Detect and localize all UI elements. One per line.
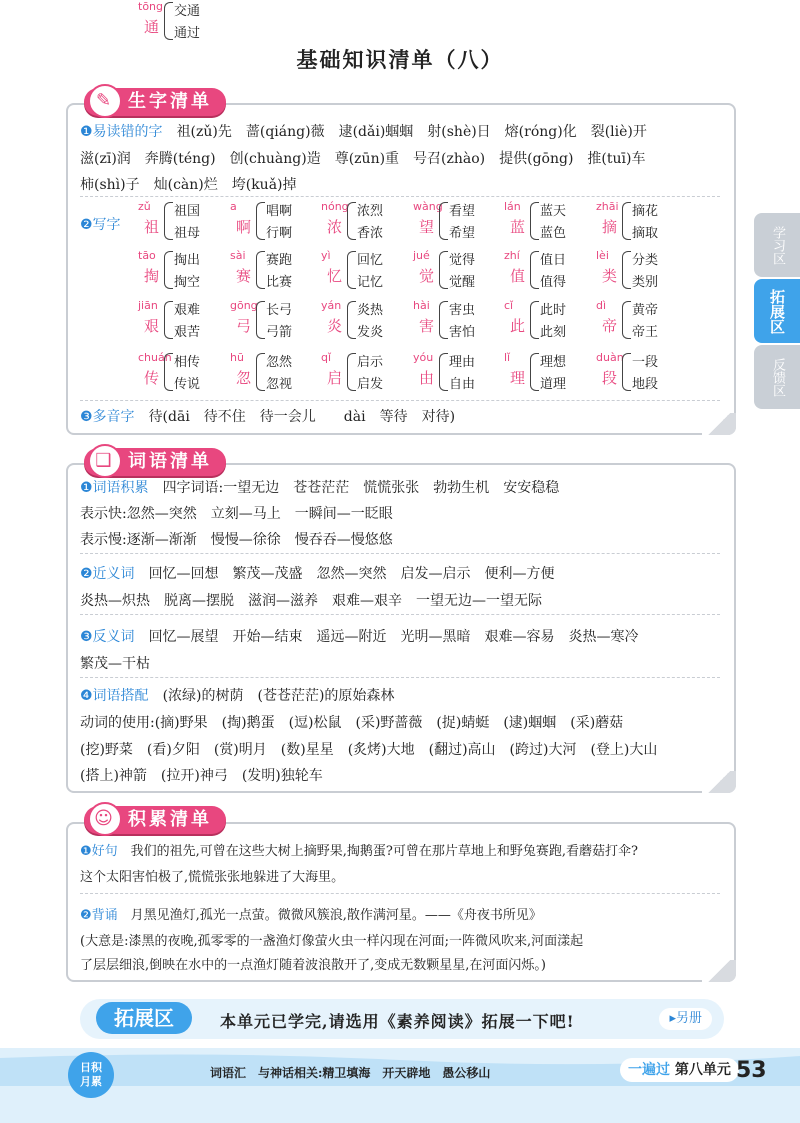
write-char-2 <box>321 200 416 242</box>
brace <box>439 202 448 240</box>
easy-read-line-3: 柿(shì)子 灿(càn)烂 垮(kuǎ)掉 <box>80 177 297 193</box>
recite-line-2: (大意是:漆黑的夜晚,孤零零的一盏渔灯像萤火虫一样闪现在河面;一阵微风吹来,河面漾起 <box>80 934 584 949</box>
character: 忆 <box>327 267 343 285</box>
write-char-13 <box>230 299 325 341</box>
word: 长弓 <box>266 303 293 318</box>
pinyin: zhāi <box>596 200 619 213</box>
write-char-14 <box>321 299 416 341</box>
pinyin: cǐ <box>504 299 514 312</box>
word: 蓝色 <box>540 226 567 241</box>
synonym-line-2: 炎热—炽热 脱离—摆脱 滋润—滋养 艰难—艰辛 一望无边—一望无际 <box>80 593 542 609</box>
word: 交通 <box>174 4 201 19</box>
page-curl <box>702 413 736 435</box>
word: 祖母 <box>174 226 201 241</box>
pinyin: chuán <box>138 351 172 364</box>
character: 浓 <box>327 218 343 236</box>
pinyin: tāo <box>138 249 156 262</box>
pinyin: duàn <box>596 351 624 364</box>
brace <box>347 202 356 240</box>
character: 觉 <box>419 267 435 285</box>
easy-read-line-2: 滋(zī)润 奔腾(téng) 创(chuàng)造 尊(zūn)重 号召(zhào) 提供(gōng) 推(tuī)车 <box>80 151 646 167</box>
brace <box>622 251 631 289</box>
word: 忽视 <box>266 377 293 392</box>
word: 赛跑 <box>266 253 293 268</box>
word: 香浓 <box>357 226 384 241</box>
brace <box>256 353 265 391</box>
word: 记忆 <box>357 275 384 290</box>
write-char-9 <box>413 249 508 291</box>
word: 唱啊 <box>266 204 293 219</box>
synonym-line-1: ❷近义词 回忆—回想 繁茂—茂盛 忽然—突然 启发—启示 便利—方便 <box>80 566 555 582</box>
extension-banner <box>80 999 724 1039</box>
character: 炎 <box>327 317 343 335</box>
write-label: ❷写字 <box>80 217 121 233</box>
banner-label: 拓展区 <box>96 1002 192 1034</box>
pinyin: gōng <box>230 299 258 312</box>
word: 觉醒 <box>449 275 476 290</box>
character: 忽 <box>236 369 252 387</box>
separate-book-button[interactable]: ▸另册 <box>659 1008 712 1030</box>
pinyin: hài <box>413 299 430 312</box>
character: 此 <box>510 317 526 335</box>
antonym-line-2: 繁茂—干枯 <box>80 656 150 672</box>
word: 值日 <box>540 253 567 268</box>
pinyin: yán <box>321 299 342 312</box>
word: 发炎 <box>357 325 384 340</box>
page-title: 基础知识清单（八） <box>296 48 504 72</box>
collocation-line-2: 动词的使用:(摘)野果 (掏)鹅蛋 (逗)松鼠 (采)野蔷薇 (捉)蜻蜓 (逮)蝈蝈 (采)蘑菇 <box>80 715 624 731</box>
page-number: 53 <box>736 1058 767 1083</box>
write-char-1 <box>230 200 325 242</box>
word: 艰难 <box>174 303 201 318</box>
footer-vocabulary: 词语汇 与神话相关:精卫填海 开天辟地 愚公移山 <box>210 1066 491 1080</box>
word: 类别 <box>632 275 659 290</box>
word: 此刻 <box>540 325 567 340</box>
brace <box>164 251 173 289</box>
pencil-icon: ✎ <box>88 84 122 118</box>
easy-read-line-1: ❶易读错的字 祖(zǔ)先 蔷(qiáng)薇 逮(dǎi)蝈蝈 射(shè)日 熔(róng)化 裂(liè)开 <box>80 124 647 140</box>
divider <box>80 196 720 197</box>
character: 由 <box>419 369 435 387</box>
recite-line-1: ❷背诵 月黑见渔灯,孤光一点萤。微微风簇浪,散作满河星。——《舟夜书所见》 <box>80 908 542 923</box>
write-char-15 <box>413 299 508 341</box>
word: 觉得 <box>449 253 476 268</box>
character: 掏 <box>144 267 160 285</box>
word: 值得 <box>540 275 567 290</box>
word: 黄帝 <box>632 303 659 318</box>
section-badge-words: ❑ 词语清单 <box>84 448 226 476</box>
write-char-7 <box>230 249 325 291</box>
pinyin: qǐ <box>321 351 332 364</box>
word: 害虫 <box>449 303 476 318</box>
pinyin: lǐ <box>504 351 511 364</box>
pinyin: tōng <box>138 0 163 13</box>
word: 此时 <box>540 303 567 318</box>
tab-study[interactable]: 学习区 <box>754 213 800 277</box>
character: 啊 <box>236 218 252 236</box>
book-icon: ❑ <box>88 444 122 478</box>
word: 行啊 <box>266 226 293 241</box>
brace <box>622 301 631 339</box>
write-char-23 <box>596 351 691 393</box>
brace <box>164 202 173 240</box>
write-char-10 <box>504 249 599 291</box>
word: 比赛 <box>266 275 293 290</box>
tab-feedback[interactable]: 反馈区 <box>754 345 800 409</box>
word: 浓烈 <box>357 204 384 219</box>
write-char-11 <box>596 249 691 291</box>
brace <box>256 202 265 240</box>
pinyin: zhí <box>504 249 520 262</box>
good-sentence-line-2: 这个太阳害怕极了,慌慌张张地躲进了大海里。 <box>80 870 345 885</box>
character: 摘 <box>602 218 618 236</box>
footer <box>0 1048 800 1123</box>
word: 看望 <box>449 204 476 219</box>
brace <box>439 251 448 289</box>
word: 蓝天 <box>540 204 567 219</box>
brace <box>439 301 448 339</box>
word: 希望 <box>449 226 476 241</box>
brace <box>347 251 356 289</box>
character: 传 <box>144 369 160 387</box>
write-char-0 <box>138 200 233 242</box>
brace <box>164 353 173 391</box>
pinyin: wàng <box>413 200 443 213</box>
word: 祖国 <box>174 204 201 219</box>
word: 帝王 <box>632 325 659 340</box>
brace <box>530 353 539 391</box>
write-char-12 <box>138 299 233 341</box>
write-char-20 <box>321 351 416 393</box>
brace <box>530 202 539 240</box>
word: 自由 <box>449 377 476 392</box>
word: 相传 <box>174 355 201 370</box>
write-char-3 <box>413 200 508 242</box>
write-char-6 <box>138 249 233 291</box>
character: 帝 <box>602 317 618 335</box>
write-char-4 <box>504 200 599 242</box>
word: 启发 <box>357 377 384 392</box>
brace <box>164 2 173 40</box>
word: 理由 <box>449 355 476 370</box>
word: 艰苦 <box>174 325 201 340</box>
word: 摘取 <box>632 226 659 241</box>
brace <box>347 353 356 391</box>
write-char-19 <box>230 351 325 393</box>
write-char-5 <box>596 200 691 242</box>
page-curl <box>702 771 736 793</box>
collocation-line-3: (挖)野菜 (看)夕阳 (赏)明月 (数)星星 (炙烤)大地 (翻过)高山 (跨过)大河 (登上)大山 <box>80 742 658 758</box>
divider <box>80 677 720 678</box>
word: 摘花 <box>632 204 659 219</box>
character: 值 <box>510 267 526 285</box>
polyphone-line: ❸多音字 待(dāi 待不住 待一会儿 dài 等待 对待) <box>80 409 456 425</box>
word: 害怕 <box>449 325 476 340</box>
pinyin: zǔ <box>138 200 151 213</box>
character: 理 <box>510 369 526 387</box>
pinyin: lán <box>504 200 521 213</box>
page-curl <box>702 960 736 982</box>
word: 通过 <box>174 26 201 41</box>
character: 艰 <box>144 317 160 335</box>
daily-accumulation-logo: 日积 月累 <box>68 1052 114 1098</box>
collocation-line-4: (搭上)神箭 (拉开)神弓 (发明)独轮车 <box>80 768 323 784</box>
pinyin: jiān <box>138 299 158 312</box>
word: 道理 <box>540 377 567 392</box>
divider <box>80 614 720 615</box>
divider <box>80 893 720 894</box>
word: 启示 <box>357 355 384 370</box>
section-badge-new-chars: ✎ 生字清单 <box>84 88 226 116</box>
pinyin: lèi <box>596 249 609 262</box>
write-char-24 <box>138 0 233 42</box>
word: 分类 <box>632 253 659 268</box>
brace <box>530 251 539 289</box>
brace <box>347 301 356 339</box>
character: 祖 <box>144 218 160 236</box>
section-badge-accumulate: ☺ 积累清单 <box>84 806 226 834</box>
word: 地段 <box>632 377 659 392</box>
write-char-22 <box>504 351 599 393</box>
tab-extend[interactable]: 拓展区 <box>754 279 800 343</box>
write-char-8 <box>321 249 416 291</box>
word: 一段 <box>632 355 659 370</box>
word: 弓箭 <box>266 325 293 340</box>
recite-line-3: 了层层细浪,倒映在水中的一点渔灯随着波浪散开了,变成无数颗星星,在河面闪烁。) <box>80 958 546 973</box>
word: 传说 <box>174 377 201 392</box>
pinyin: sài <box>230 249 246 262</box>
character: 通 <box>144 18 160 36</box>
word: 掏出 <box>174 253 201 268</box>
collocation-line-1: ❹词语搭配 (浓绿)的树荫 (苍苍茫茫)的原始森林 <box>80 688 395 704</box>
divider <box>80 400 720 401</box>
brace <box>439 353 448 391</box>
character: 启 <box>327 369 343 387</box>
character: 望 <box>419 218 435 236</box>
write-char-18 <box>138 351 233 393</box>
pinyin: jué <box>413 249 430 262</box>
banner-text: 本单元已学完,请选用《素养阅读》拓展一下吧! <box>220 1012 575 1031</box>
word-acc-line-2: 表示快:忽然—突然 立刻—马上 一瞬间—一眨眼 <box>80 506 393 522</box>
side-tabs <box>754 213 800 411</box>
word-acc-line-3: 表示慢:逐渐—渐渐 慢慢—徐徐 慢吞吞—慢悠悠 <box>80 532 393 548</box>
write-char-21 <box>413 351 511 393</box>
character: 蓝 <box>510 218 526 236</box>
pinyin: dì <box>596 299 607 312</box>
pinyin: yì <box>321 249 331 262</box>
pinyin: yóu <box>413 351 434 364</box>
unit-label: 一遍过 第八单元 <box>620 1058 739 1082</box>
smile-icon: ☺ <box>88 802 122 836</box>
good-sentence-line-1: ❶好句 我们的祖先,可曾在这些大树上摘野果,掏鹅蛋?可曾在那片草地上和野兔赛跑,看蘑菇打伞? <box>80 844 639 859</box>
brace <box>164 301 173 339</box>
character: 段 <box>602 369 618 387</box>
divider <box>80 553 720 554</box>
word: 回忆 <box>357 253 384 268</box>
word: 炎热 <box>357 303 384 318</box>
character: 害 <box>419 317 435 335</box>
pinyin: hū <box>230 351 244 364</box>
brace <box>256 251 265 289</box>
antonym-line-1: ❸反义词 回忆—展望 开始—结束 遥远—附近 光明—黑暗 艰难—容易 炎热—寒冷 <box>80 629 639 645</box>
word-acc-line-1: ❶词语积累 四字词语:一望无边 苍苍茫茫 慌慌张张 勃勃生机 安安稳稳 <box>80 480 560 496</box>
word: 掏空 <box>174 275 201 290</box>
write-char-17 <box>596 299 691 341</box>
character: 类 <box>602 267 618 285</box>
pinyin: a <box>230 200 237 213</box>
pinyin: nóng <box>321 200 349 213</box>
brace <box>256 301 265 339</box>
brace <box>530 301 539 339</box>
character: 弓 <box>236 317 252 335</box>
word: 理想 <box>540 355 567 370</box>
character: 赛 <box>236 267 252 285</box>
brace <box>622 353 631 391</box>
word: 忽然 <box>266 355 293 370</box>
brace <box>622 202 631 240</box>
write-char-16 <box>504 299 599 341</box>
